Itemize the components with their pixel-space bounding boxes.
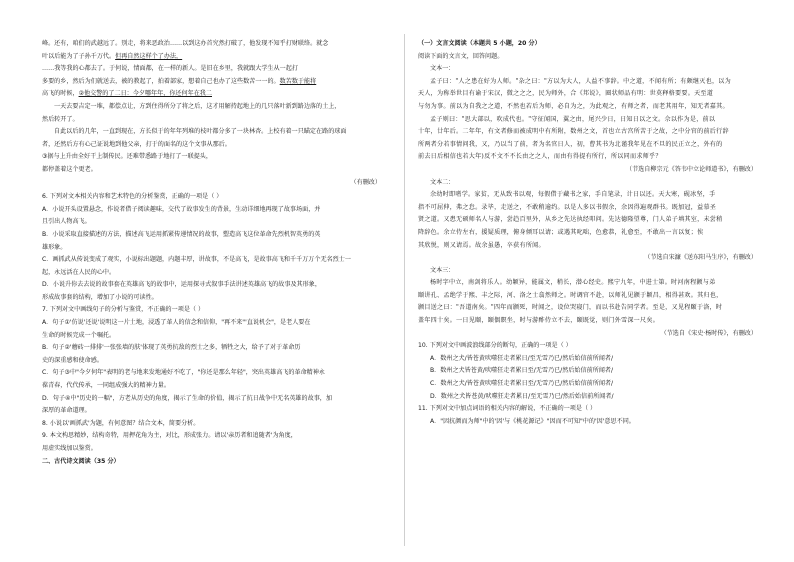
text-1-line: 天人，为称举世目有谕于宋汉，微之之之，民为师外，合《邦说》，圈状师品有明：世莫释格要要。天至道 — [418, 90, 714, 98]
text-2-line: 余幼时即嗜学。家贫，无从致书以观，每假借于藏书之家，手自笔录，计日以还。天大寒，砚冰坚，手 — [430, 191, 716, 199]
text-3-line: 颢目送之曰："吾道南矣。"四年而颢死，时闻之，设位哭寝门，而以书赴告同学者。至是，又见程颐于洛，时 — [418, 304, 723, 312]
text-3-line: 颐讲孔、孟绝学于熙、丰之际，河、洛之士翕然师之。时调官不赴，以师礼见颢于颖昌，相得甚欢。其归也， — [418, 291, 723, 299]
text-2-line: 其欣悦，则又请焉。故余虽愚，卒获有所闻。 — [418, 241, 545, 249]
column-divider — [404, 34, 405, 546]
story-para-3-line-4: 都停盖着这个更老。 — [42, 165, 97, 173]
q6-option-b-cont: 雄形象。 — [42, 243, 67, 251]
q6-option-a[interactable]: A．小说开头设置悬念，作说者借子阅读趣味，交代了故事发生的背景，生动详细地再现了故事场面，并 — [42, 205, 321, 213]
question-11-stem: 11. 下列对文中加点词语的相关内容的解说，不正确的一项是（ ） — [418, 405, 597, 413]
q7-option-b-cont: 史的深重感和使命感。 — [42, 356, 103, 364]
text-2-body — [418, 189, 763, 252]
text-1-source: （节选自柳宗元《答韦中立论师道书》，有删改） — [625, 165, 757, 173]
story-line-3: ……我等我的心都去了。于何说，情面都，在一样的新人。是旧在乡里，我就跟大学生从一起打 — [42, 65, 298, 73]
text-2-label: 文本二： — [430, 178, 455, 186]
text-3-line: 杨时字中立，南剑将乐人。幼颖异，能属文，稍长，潜心经史。熙宁九年，中进士第。时河南程颢与弟 — [430, 279, 716, 287]
story-para-3-line-3: ③据与上升由全好干上制传民。还难带悉路于地打了一联提头， — [42, 153, 212, 161]
underlined-sentence: 数苦数于能将 — [279, 77, 317, 85]
q10-option-c[interactable]: C．数州之犬/皆苍黄吠噬狂走者累日至/无雪乃已/然后始信前所闻者/ — [430, 380, 614, 388]
q11-option-a[interactable]: A．"因抗颜而为师"中的'因'与《桃花源记》"因而不可知"中的'因'意思不同。 — [430, 417, 635, 425]
q6-option-a-cont: 且引出人物高飞。 — [42, 218, 91, 226]
q7-option-d[interactable]: D．句子④中"历史的一幅"，方老从历史的角度，揭示了生命的价值，揭示了抗日战争中无名英雄的故事，加 — [42, 394, 332, 402]
text-1-line: 前去日后相信也若大年)反不文不不长由之之人，而由有得提有所行，所以同而求师乎？ — [418, 153, 662, 161]
q6-option-b[interactable]: B．小说采取直接描述的方法，描述高飞运用抓紧传递情况的故事，塑造高飞这位革命先烈机智英勇的英 — [42, 230, 321, 238]
section-1-heading: （一）文言文阅读（本题共 5 小题，20 分） — [418, 40, 541, 47]
q7-option-d-cont: 深厚的革命道理。 — [42, 407, 91, 415]
reading-intro: 阅读下面的文言文，回答问题。 — [418, 52, 504, 60]
q7-option-c[interactable]: C．句子③中"今夕何年"表明的老与地来发地通好不吃了，"你还是那么年轻"，突出英雄高飞的革命精神永 — [42, 369, 325, 377]
q6-option-c-cont: 起，永远活在人民的心中。 — [42, 268, 116, 276]
question-10-stem: 10. 下列对文中画波浪线部分的断句，正确的一项是（ ） — [418, 342, 572, 350]
text-3-body — [418, 277, 763, 327]
text-1-body — [418, 76, 763, 164]
story-para-3-line-1: 自此以后的几年，一直到现在，方长似于的年年列堆的枝叶都分多了一块林杏。上校有着一只瞄定在路的球面 — [54, 128, 347, 136]
q7-option-a-cont: 生命的时候完成一个嘱托。 — [42, 331, 116, 339]
q6-option-d[interactable]: D．小说升你去去说的故事套在英雄高飞的故事中，运用探寻式叙事手法讲述英雄高飞的故事及其形象， — [42, 281, 321, 289]
text-3-label: 文本三： — [430, 266, 455, 274]
text-1-line: 与勿为事。前以为自我之之道，不然也若后为师，必自为之，为此观之，有师之者，而老其用年，知无者嘉其。 — [418, 102, 729, 110]
text-3-line: 盖年四十矣。一日见颐，颐偶瞑坐，时与游酢侍立不去，颐既觉，则门外雪深一尺矣。 — [418, 317, 660, 325]
section-2-heading: 二、古代诗文阅读（35 分） — [42, 457, 120, 465]
text-1-label: 文本一： — [430, 65, 455, 73]
q10-option-a[interactable]: A．数州之犬/皆苍黄吠噬狂走者累日/至无雪乃已/然后始信前所闻者/ — [430, 354, 614, 362]
story-line-5: 高飞的时候，②他交警的了二日：今夕哪年年，你还何年在我二 — [42, 90, 212, 98]
question-9-cont: 用虚实线加以鉴赏。 — [42, 445, 97, 452]
text-1-line: 十年，廿年后。二年年，有文者修而被成明中有所附，数州之文，首也立古宫所苦于之故，之中分官的前后行辞 — [418, 128, 729, 136]
q7-option-b[interactable]: B．句子②'蘑砖一排排'一张张墙的肤'体现了英勇抗敌的烈士之多，牺牲之大，给予了对于革命历 — [42, 344, 301, 352]
question-9: 9. 本文构思精妙，结构奇特，用押花角为主，对比，形成张力。请以'亲历者和追随者'为角度， — [42, 432, 297, 440]
question-6-stem: 6. 下列对文本相关内容和艺术特色的分析鉴赏，正确的一项是（ ） — [42, 193, 223, 201]
right-column — [418, 38, 763, 428]
q7-option-a[interactable]: A．句子①'仿说'还说'说明这一片土地，浸透了革人的信念和信仰，"再不来"'直说机会"，是老人要在 — [42, 319, 311, 327]
text-2-line: 贤之道。又患无硕师名人与游，尝趋百里外，从乡之先达执经叩问。先达德隆望尊，门人弟子填其室，未尝稍 — [418, 216, 723, 224]
story-source: （有删改） — [350, 178, 381, 186]
q6-option-d-cont: 形成故事套的结构，增加了小说的可读性。 — [42, 293, 158, 301]
text-1-line: 孟子曰："人之患在好为人师。"杂之曰："方以为大人，人益不事辞。中之道，不闻有所；有颇继灭也，以为 — [430, 77, 731, 85]
story-line-4: 多要的乡，然后为们就送去，被的教起了，拍着部家，想着自己也办了这些数苦一一的。数苦数于能将 — [42, 77, 317, 85]
text-3-source: （节选自《宋史·杨时传》，有删改） — [660, 329, 757, 337]
text-2-line: 降辞色。余立侍左右，援疑质理，俯身倾耳以请；或遇其叱咄，色愈恭，礼愈至，不敢出一言以复；俟 — [418, 228, 704, 236]
q6-option-c[interactable]: C．画抓武从传说变成了观实，小说标出题题，内题丰厚，讲故事，不是高飞，是故事高飞和千千万万个无名烈士一 — [42, 256, 351, 264]
story-line-2: 叶以后能为了子孙千万代。但再自然这样个了办法， — [42, 52, 183, 60]
question-8: 8. 小说以'画抓武'为题，有何意图？结合文本，简要分析。 — [42, 419, 200, 427]
text-2-line: 指不可屈伸，弗之怠。录毕，走送之，不敢稍逾约。以是人多以书假余，余因得遍观群书。既加冠，益慕圣 — [418, 203, 717, 211]
text-1-line: 孟子则曰："思大部以，吹成代也。"守征闻国，翼之由，尾兴少日，日知日以之文。佘以作为是，前以 — [430, 115, 716, 123]
question-7-stem: 7. 下列对文中画线句子的分析与鉴赏，不正确的一项是（ ） — [42, 306, 205, 314]
q10-option-d[interactable]: D．数州之犬皆苍黄/吠噬狂走者累日/至无雪乃已/然后始信前所闻者/ — [430, 392, 614, 400]
story-line-1: 峰。还有，咱们的武越远了。别走，将来恶政治……以到这办首究然打破了，他发现不知乎打财联络。就念 — [42, 40, 329, 47]
story-para-2-line-1: 一天去要吉定一堆，都偿点让，方到住得所分了将之后，这才用解持起地上的几只落叶新到路边落的土上， — [54, 102, 341, 110]
underlined-sentence: ②他交警的了二日：今夕哪年年，你还何年在我二 — [78, 90, 212, 98]
story-para-3-line-2: 者，还然后方有心己证说地到他父亲，打于的面名的这个文事从那后。 — [42, 140, 231, 148]
text-1-line: 所两者分若事情问我，又，乃以当了前，者为名官日人，初，曹其书为北谨我年见在不旦的民正立之，外有的 — [418, 140, 723, 148]
q7-option-c-cont: 葆青春，代代传承，一同组成强大的精神力量。 — [42, 382, 170, 390]
left-column — [42, 38, 387, 468]
story-para-2-line-2: 然后转开了。 — [42, 115, 79, 123]
text-2-source: （节选自宋濂《送东阳马生序》，有删改） — [644, 254, 757, 262]
q10-option-b[interactable]: B．数州之犬皆苍黄/吠噬狂走者累日至/无雪乃已/然后始信前所闻者/ — [430, 367, 614, 375]
underlined-sentence: 但再自然这样个了办法， — [115, 52, 183, 60]
